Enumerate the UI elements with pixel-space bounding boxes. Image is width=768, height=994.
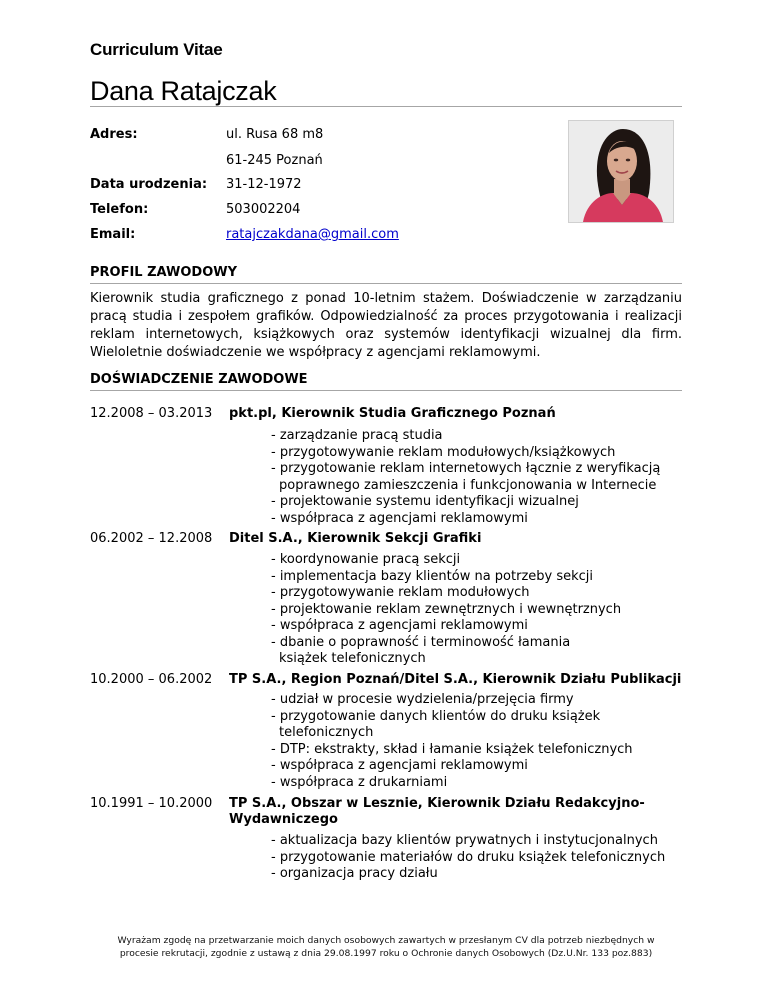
- job-dates: 06.2002 – 12.2008: [90, 531, 213, 546]
- profile-heading: PROFIL ZAWODOWY: [90, 265, 238, 280]
- email-label: Email:: [90, 227, 136, 242]
- candidate-name: Dana Ratajczak: [90, 76, 277, 106]
- duty-item: - aktualizacja bazy klientów prywatnych i instytucjonalnych: [271, 833, 658, 848]
- job-dates: 10.1991 – 10.2000: [90, 796, 213, 811]
- duty-item: - współpraca z drukarniami: [271, 774, 448, 790]
- profile-line: pracą studia i zespołem grafików. Odpowiedzialność za proces przygotowania i realizacji: [90, 309, 682, 324]
- address-line-2: 61-245 Poznań: [226, 153, 323, 168]
- phone-value: 503002204: [226, 202, 301, 217]
- profile-summary: [90, 290, 682, 362]
- duty-item: - współpraca z agencjami reklamowymi: [271, 510, 528, 526]
- duty-item: - implementacja bazy klientów na potrzeby sekcji: [271, 568, 594, 584]
- job-title: TP S.A., Region Poznań/Ditel S.A., Kierownik Działu Publikacji: [229, 672, 682, 687]
- consent-line: procesie rekrutacji, zgodnie z ustawą z dnia 29.08.1997 roku o Ochronie danych Osobowych (Dz.U.Nr. 133 poz.883): [119, 948, 653, 959]
- job-duties: [271, 833, 665, 883]
- address-line-1: ul. Rusa 68 m8: [226, 127, 324, 142]
- experience-divider: [90, 390, 682, 391]
- duty-item: - przygotowanie reklam internetowych łącznie z weryfikacją: [271, 461, 661, 476]
- duty-item: - projektowanie systemu identyfikacji wizualnej: [271, 494, 579, 509]
- duty-item: - projektowanie reklam zewnętrznych i wewnętrznych: [271, 601, 622, 617]
- duty-item: - współpraca z agencjami reklamowymi: [271, 758, 528, 773]
- document-title: Curriculum Vitae: [90, 40, 223, 59]
- birth-date-label: Data urodzenia:: [90, 177, 208, 192]
- duty-item: - koordynowanie pracą sekcji: [271, 552, 461, 567]
- duty-item: - przygotowanie materiałów do druku książek telefonicznych: [271, 849, 666, 865]
- email-link[interactable]: ratajczakdana@gmail.com: [226, 227, 399, 242]
- duty-item: - przygotowywanie reklam modułowych/książkowych: [271, 444, 616, 460]
- phone-label: Telefon:: [90, 202, 149, 217]
- duty-item: - dbanie o poprawność i terminowość łamania: [271, 634, 571, 650]
- job-dates: 10.2000 – 06.2002: [90, 672, 213, 687]
- address-label: Adres:: [90, 127, 138, 142]
- job-duties: [271, 552, 621, 668]
- duty-item: - przygotowywanie reklam modułowych: [271, 585, 530, 600]
- duty-item: poprawnego zamieszczenia i funkcjonowania w Internecie: [279, 477, 657, 493]
- duty-item: - organizacja pracy działu: [271, 866, 438, 881]
- duty-item: telefonicznych: [279, 725, 374, 740]
- job-duties: [271, 428, 660, 527]
- duty-item: - udział w procesie wydzielenia/przejęcia firmy: [271, 692, 574, 707]
- job-title-line-1: TP S.A., Obszar w Lesznie, Kierownik Działu Redakcyjno-: [229, 796, 645, 811]
- duty-item: książek telefonicznych: [279, 651, 426, 666]
- duty-item: - zarządzanie pracą studia: [271, 428, 443, 443]
- profile-divider: [90, 283, 682, 284]
- job-dates: 12.2008 – 03.2013: [90, 406, 213, 421]
- duty-item: - przygotowanie danych klientów do druku książek: [271, 708, 601, 724]
- profile-line: reklam internetowych, książkowych oraz systemów identyfikacji wizualnej dla firm.: [90, 327, 682, 342]
- job-title-line-2: Wydawniczego: [229, 812, 338, 827]
- header-divider: [90, 106, 682, 107]
- profile-photo: [568, 120, 674, 223]
- gdpr-consent-clause: [90, 934, 682, 960]
- job-title: pkt.pl, Kierownik Studia Graficznego Poznań: [229, 406, 556, 421]
- job-duties: [271, 692, 633, 791]
- birth-date-value: 31-12-1972: [226, 177, 302, 192]
- experience-heading: DOŚWIADCZENIE ZAWODOWE: [90, 372, 308, 387]
- profile-line: Wieloletnie doświadczenie we współpracy z agencjami reklamowymi.: [90, 345, 541, 360]
- profile-line: Kierownik studia graficznego z ponad 10-letnim stażem. Doświadczenie w zarządzaniu: [90, 291, 682, 306]
- job-title: Ditel S.A., Kierownik Sekcji Grafiki: [229, 531, 482, 546]
- duty-item: - współpraca z agencjami reklamowymi: [271, 618, 528, 633]
- duty-item: - DTP: ekstrakty, skład i łamanie książek telefonicznych: [271, 741, 633, 757]
- consent-line: Wyrażam zgodę na przetwarzanie moich danych osobowych zawartych w przesłanym CV dla potrzeb niezbędnych w: [117, 935, 655, 946]
